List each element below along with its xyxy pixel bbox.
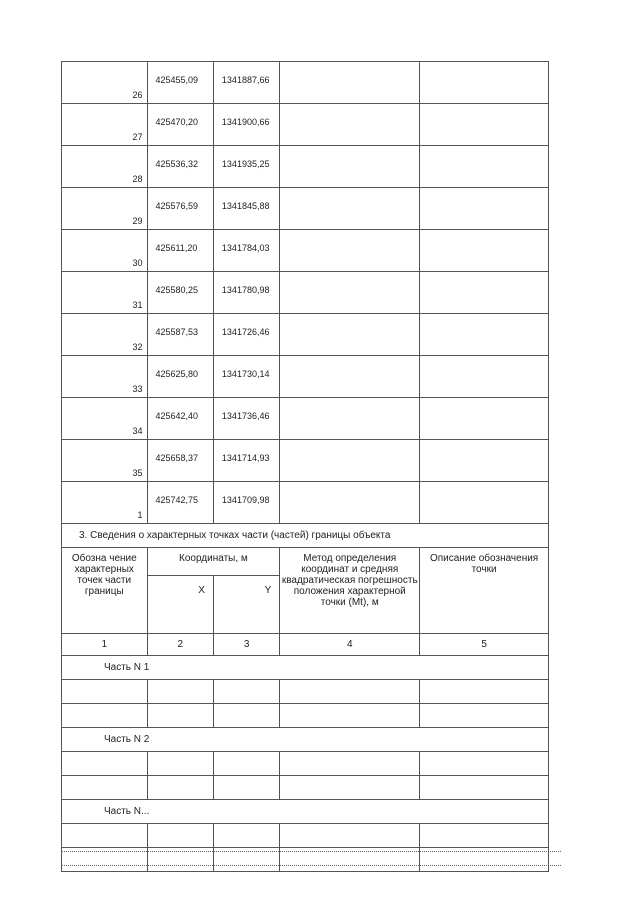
- point-y: 1341935,25: [213, 146, 279, 188]
- description-cell: [420, 482, 549, 524]
- part-label: Часть N...: [62, 800, 549, 824]
- header-description: Описание обозначения точки: [420, 548, 549, 634]
- part-label: Часть N 2: [62, 728, 549, 752]
- description-cell: [420, 356, 549, 398]
- part-row: [62, 656, 549, 680]
- point-number: 26: [62, 62, 148, 104]
- empty-cell: [280, 824, 420, 848]
- point-x: 425455,09: [147, 62, 213, 104]
- table-row: [62, 314, 549, 356]
- empty-cell: [62, 776, 148, 800]
- table-row: [62, 188, 549, 230]
- description-cell: [420, 440, 549, 482]
- empty-cell: [420, 704, 549, 728]
- method-cell: [280, 482, 420, 524]
- method-cell: [280, 104, 420, 146]
- point-y: 1341784,03: [213, 230, 279, 272]
- section-title-row: [62, 524, 549, 548]
- empty-cell: [420, 752, 549, 776]
- empty-cell: [62, 680, 148, 704]
- empty-cell: [213, 752, 279, 776]
- empty-cell: [147, 824, 213, 848]
- part-row: [62, 800, 549, 824]
- empty-cell: [420, 680, 549, 704]
- point-y: 1341730,14: [213, 356, 279, 398]
- point-y: 1341726,46: [213, 314, 279, 356]
- point-y: 1341709,98: [213, 482, 279, 524]
- header-y: Y: [213, 576, 279, 634]
- empty-cell: [147, 752, 213, 776]
- empty-cell: [213, 680, 279, 704]
- point-number: 29: [62, 188, 148, 230]
- method-cell: [280, 230, 420, 272]
- point-number: 33: [62, 356, 148, 398]
- empty-cell: [147, 680, 213, 704]
- description-cell: [420, 230, 549, 272]
- point-x: 425576,59: [147, 188, 213, 230]
- coordinates-document: [61, 61, 549, 872]
- empty-cell: [280, 680, 420, 704]
- table-row: [62, 482, 549, 524]
- empty-cell: [147, 776, 213, 800]
- method-cell: [280, 272, 420, 314]
- empty-cell: [147, 704, 213, 728]
- empty-cell: [62, 824, 148, 848]
- description-cell: [420, 104, 549, 146]
- point-number: 31: [62, 272, 148, 314]
- point-x: 425742,75: [147, 482, 213, 524]
- description-cell: [420, 62, 549, 104]
- table-row: [62, 752, 549, 776]
- point-x: 425625,80: [147, 356, 213, 398]
- empty-cell: [280, 704, 420, 728]
- table-row: [62, 440, 549, 482]
- table-row: [62, 398, 549, 440]
- point-number: 27: [62, 104, 148, 146]
- column-index: 2: [147, 634, 213, 656]
- part-row: [62, 728, 549, 752]
- coordinates-table: [61, 61, 549, 872]
- point-x: 425611,20: [147, 230, 213, 272]
- point-x: 425580,25: [147, 272, 213, 314]
- empty-cell: [280, 752, 420, 776]
- point-y: 1341845,88: [213, 188, 279, 230]
- part-label: Часть N 1: [62, 656, 549, 680]
- method-cell: [280, 146, 420, 188]
- header-method: Метод определения координат и средняя квадратическая погрешность положения характерной точки (Mt), м: [280, 548, 420, 634]
- empty-cell: [213, 704, 279, 728]
- empty-cell: [62, 752, 148, 776]
- description-cell: [420, 188, 549, 230]
- table-row: [62, 356, 549, 398]
- description-cell: [420, 272, 549, 314]
- empty-cell: [420, 776, 549, 800]
- empty-cell: [213, 776, 279, 800]
- point-y: 1341714,93: [213, 440, 279, 482]
- method-cell: [280, 62, 420, 104]
- section-title: 3. Сведения о характерных точках части (частей) границы объекта: [62, 524, 549, 548]
- header-point-designation: Обозна чение характерных точек части границы: [62, 548, 148, 634]
- description-cell: [420, 314, 549, 356]
- point-number: 34: [62, 398, 148, 440]
- column-index: 1: [62, 634, 148, 656]
- point-x: 425642,40: [147, 398, 213, 440]
- point-x: 425587,53: [147, 314, 213, 356]
- table-row: [62, 230, 549, 272]
- method-cell: [280, 314, 420, 356]
- table-row: [62, 680, 549, 704]
- point-x: 425470,20: [147, 104, 213, 146]
- description-cell: [420, 146, 549, 188]
- point-y: 1341887,66: [213, 62, 279, 104]
- method-cell: [280, 356, 420, 398]
- point-x: 425536,32: [147, 146, 213, 188]
- header-x: X: [147, 576, 213, 634]
- header-row: [62, 548, 549, 576]
- column-index: 3: [213, 634, 279, 656]
- column-index-row: [62, 634, 549, 656]
- method-cell: [280, 188, 420, 230]
- header-coordinates: Координаты, м: [147, 548, 280, 576]
- empty-cell: [420, 824, 549, 848]
- table-row: [62, 146, 549, 188]
- dotted-divider: [61, 851, 561, 852]
- method-cell: [280, 398, 420, 440]
- point-x: 425658,37: [147, 440, 213, 482]
- empty-cell: [280, 776, 420, 800]
- point-y: 1341736,46: [213, 398, 279, 440]
- point-number: 32: [62, 314, 148, 356]
- dotted-divider: [61, 865, 561, 866]
- column-index: 5: [420, 634, 549, 656]
- table-row: [62, 776, 549, 800]
- point-y: 1341900,66: [213, 104, 279, 146]
- table-row: [62, 824, 549, 848]
- column-index: 4: [280, 634, 420, 656]
- empty-cell: [62, 704, 148, 728]
- table-row: [62, 62, 549, 104]
- table-row: [62, 104, 549, 146]
- table-row: [62, 704, 549, 728]
- empty-cell: [213, 824, 279, 848]
- point-number: 1: [62, 482, 148, 524]
- method-cell: [280, 440, 420, 482]
- point-y: 1341780,98: [213, 272, 279, 314]
- point-number: 30: [62, 230, 148, 272]
- description-cell: [420, 398, 549, 440]
- point-number: 35: [62, 440, 148, 482]
- point-number: 28: [62, 146, 148, 188]
- table-row: [62, 272, 549, 314]
